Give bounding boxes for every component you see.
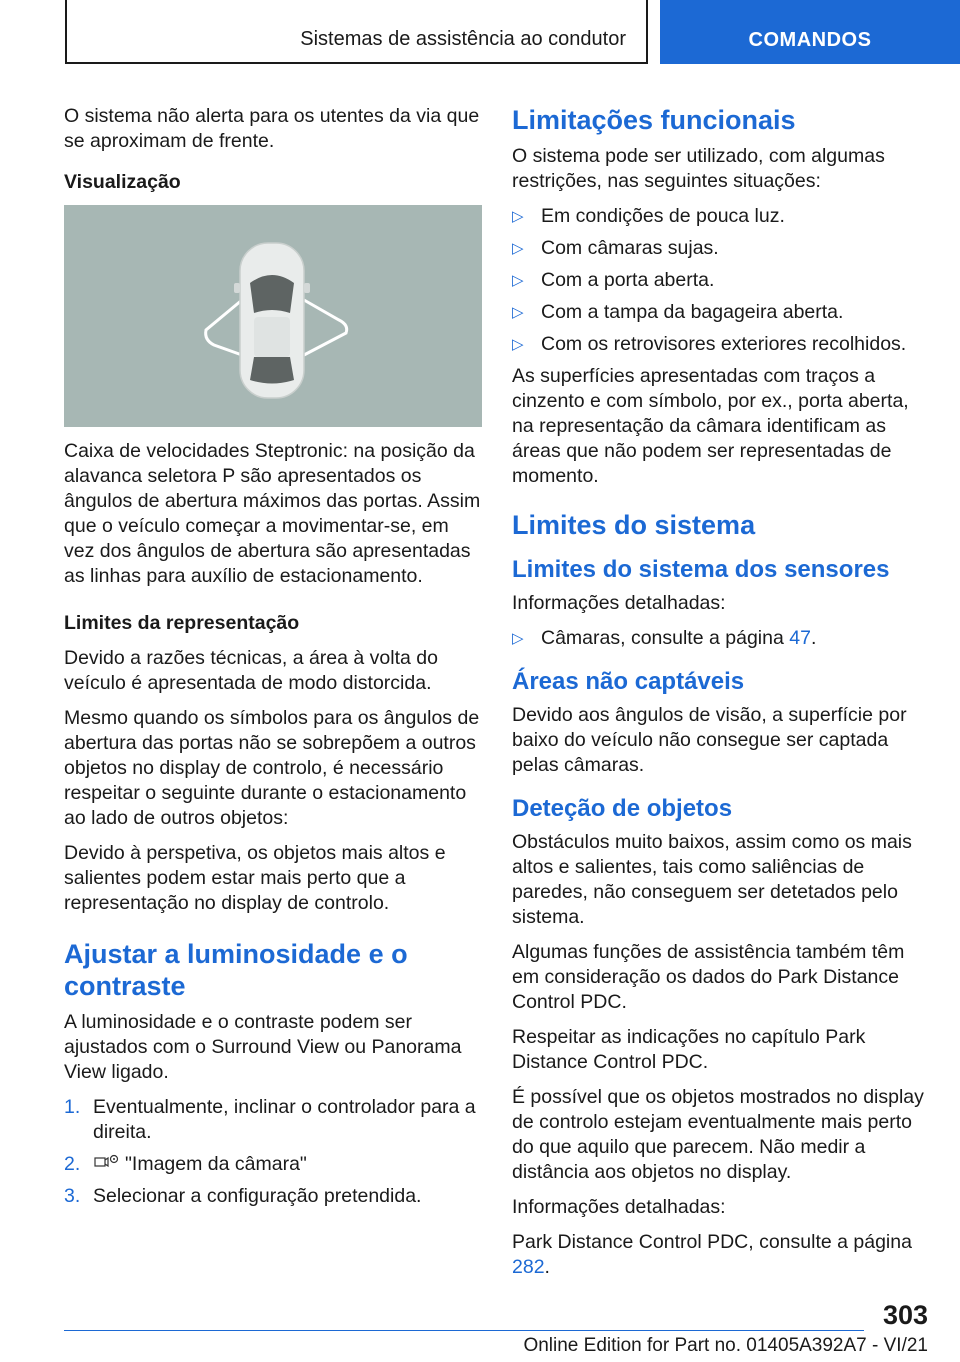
list-item <box>512 332 928 357</box>
list-item <box>512 236 928 261</box>
detecao-reference <box>512 1230 928 1280</box>
limitacoes-paragraph: As superfícies apresentadas com traços a cinzento e com símbolo, por ex., porta aberta, na representação da câmara identificam as áreas que não podem ser representadas de momento. <box>512 365 909 487</box>
detecao-heading: Deteção de objetos <box>512 795 733 822</box>
intro-paragraph: O sistema não alerta para os utentes da via que se aproximam de frente. <box>64 105 480 152</box>
triangle-bullet-icon: ▷ <box>512 240 524 257</box>
areas-heading: Áreas não captáveis <box>512 668 745 695</box>
car-door-angles-figure <box>64 205 482 427</box>
limites-sistema-heading: Limites do sistema <box>512 510 756 540</box>
limites-paragraph-3: Devido à perspetiva, os objetos mais altos e salientes podem estar mais perto que a representação no display de controlo. <box>64 842 446 914</box>
list-item-text: Em condições de pouca luz. <box>541 205 785 227</box>
sensores-list <box>512 626 928 651</box>
step-text: Selecionar a configuração pretendida. <box>93 1185 422 1208</box>
list-item-text: Com a porta aberta. <box>541 269 715 291</box>
limites-paragraph-2: Mesmo quando os símbolos para os ângulos de abertura das portas não se sobrepõem a outros objetos no display de controlo, é necessário respeitar o seguinte durante o estacionamento ao lado de outros objetos: <box>64 707 480 829</box>
car-roof <box>254 317 290 357</box>
ajustar-heading: Ajustar a luminosidade e o contraste <box>64 939 408 1001</box>
page-link-282[interactable]: 282 <box>512 1256 545 1278</box>
page-link-47[interactable]: 47 <box>789 627 811 649</box>
car-windshield <box>250 275 294 313</box>
left-column <box>64 104 482 1216</box>
step-item <box>64 1095 482 1145</box>
detecao-paragraph-1: Obstáculos muito baixos, assim como os mais altos e salientes, tais como saliências de paredes, não conseguem ser detetados pelo sistema. <box>512 831 912 928</box>
header-chapter-tab[interactable]: COMANDOS <box>660 0 960 64</box>
step-text: "Imagem da câmara" <box>125 1153 307 1175</box>
detecao-info: Informações detalhadas: <box>512 1196 726 1218</box>
triangle-bullet-icon: ▷ <box>512 304 524 321</box>
limitacoes-intro: O sistema pode ser utilizado, com algumas restrições, nas seguintes situações: <box>512 145 885 192</box>
limites-paragraph-1: Devido a razões técnicas, a área à volta do veículo é apresentada de modo distorcida. <box>64 647 438 694</box>
step-item <box>64 1184 482 1209</box>
step-number: 2. <box>64 1153 81 1175</box>
car-top-view-illustration <box>64 205 482 427</box>
list-item-text: Com os retrovisores exteriores recolhidos. <box>541 333 907 355</box>
limites-representacao-heading: Limites da representação <box>64 612 300 634</box>
left-door-arc <box>206 300 242 355</box>
detecao-paragraph-3: Respeitar as indicações no capítulo Park Distance Control PDC. <box>512 1026 866 1073</box>
visualizacao-heading: Visualização <box>64 171 181 193</box>
sensores-heading: Limites do sistema dos sensores <box>512 556 890 583</box>
step-number: 1. <box>64 1096 81 1118</box>
car-rear-window <box>250 357 294 384</box>
triangle-bullet-icon: ▷ <box>512 272 524 289</box>
figure-caption: Caixa de velocidades Steptronic: na posição da alavanca seletora P são apresentados os ângulos de abertura máximos das portas. Assim que o veículo começar a movimentar-se, em vez dos ângulos de abertura são apresentadas as linhas para auxílio de estacionamento. <box>64 440 481 587</box>
page-number: 303 <box>882 1300 928 1330</box>
list-item <box>512 626 928 651</box>
step-text: Eventualmente, inclinar o controlador para a direita. <box>93 1096 476 1143</box>
step-item <box>64 1152 482 1177</box>
footer-edition: Online Edition for Part no. 01405A392A7 - VI/21 <box>523 1335 928 1356</box>
detecao-paragraph-2: Algumas funções de assistência também têm em consideração os dados do Park Distance Control PDC. <box>512 941 905 1013</box>
limitacoes-list <box>512 204 928 357</box>
triangle-bullet-icon: ▷ <box>512 208 524 225</box>
reference-text: Park Distance Control PDC, consulte a página <box>512 1231 912 1253</box>
limitacoes-heading: Limitações funcionais <box>512 105 796 135</box>
header-section-title: Sistemas de assistência ao condutor <box>300 28 626 50</box>
list-item-text: Com a tampa da bagageira aberta. <box>541 301 844 323</box>
steps-list <box>64 1095 482 1209</box>
sensores-info: Informações detalhadas: <box>512 592 726 614</box>
list-item-text: Com câmaras sujas. <box>541 237 719 259</box>
footer-divider <box>64 1330 864 1331</box>
ajustar-paragraph: A luminosidade e o contraste podem ser ajustados com o Surround View ou Panorama View ligado. <box>64 1011 462 1083</box>
right-door-arc <box>304 300 347 355</box>
right-mirror <box>304 283 310 293</box>
left-mirror <box>234 283 240 293</box>
list-item <box>512 268 928 293</box>
step-number: 3. <box>64 1185 81 1208</box>
triangle-bullet-icon: ▷ <box>512 336 524 353</box>
list-item-text: Câmaras, consulte a página <box>541 627 790 649</box>
reference-end: . <box>544 1256 550 1278</box>
list-item-end: . <box>810 627 817 649</box>
list-item <box>512 204 928 229</box>
triangle-bullet-icon: ▷ <box>512 630 524 647</box>
detecao-paragraph-4: É possível que os objetos mostrados no display de controlo estejam eventualmente mais perto do que aquilo que parecem. Não medir a distância aos objetos no display. <box>512 1086 924 1183</box>
areas-paragraph: Devido aos ângulos de visão, a superfície por baixo do veículo não consegue ser captada pelas câmaras. <box>512 704 907 776</box>
list-item <box>512 300 928 325</box>
camera-settings-icon <box>93 1152 121 1177</box>
right-column <box>512 104 928 1290</box>
